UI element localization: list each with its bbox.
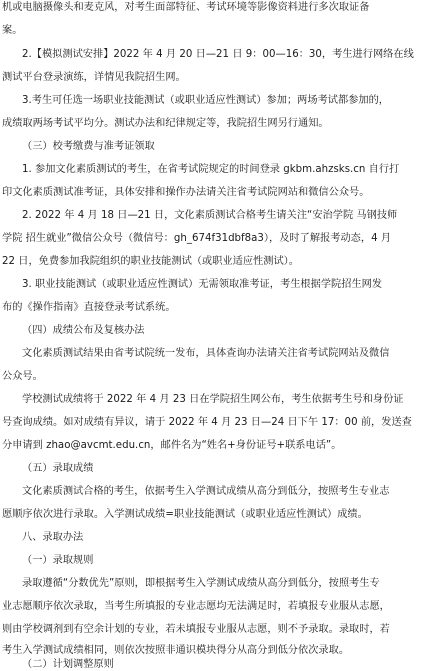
section-heading: （三）校考缴费与准考证领取 bbox=[22, 141, 155, 152]
text-line: 3. 职业技能测试（或职业适应性测试）无需领取准考证，考生根据学院招生网发 bbox=[22, 279, 383, 290]
section-heading: （一）录取规则 bbox=[22, 555, 94, 566]
text-line: 公众号。 bbox=[2, 371, 43, 382]
text-line: 号查询成绩。如对成绩有异议，请于 2022 年 4 月 23 日—24 日下午 17：00 前，发送查 bbox=[2, 417, 412, 428]
text-line: 1. 参加文化素质测试的考生，在省考试院规定的时间登录 gkbm.ahzsks.cn 自行打 bbox=[22, 164, 400, 175]
text-line: 录取遵循“分数优先”原则，即根据考生入学测试成绩从高分到低分，按照考生专 bbox=[22, 578, 380, 589]
text-line: 3.考生可任选一场职业技能测试（或职业适应性测试）参加；两场考试都参加的， bbox=[22, 95, 390, 106]
text-line: 学院 招生就业”微信公众号（微信号：gh_674f31dbf8a3），及时了解报考动态，4 月 bbox=[2, 233, 392, 244]
text-line: 文化素质测试合格的考生，依据考生入学测试成绩从高分到低分，按照考生专业志 bbox=[22, 486, 390, 497]
section-heading: （二）计划调整原则 bbox=[22, 659, 114, 670]
text-line: 22 日，免费参加我院组织的职业技能测试（或职业适应性测试）。 bbox=[2, 256, 299, 267]
text-line: 测试平台登录演练，详情见我院招生网。 bbox=[2, 72, 186, 83]
text-line: 文化素质测试结果由省考试院统一发布，具体查询办法请关注省考试院网站及微信 bbox=[22, 348, 390, 359]
text-line: 学校测试成绩将于 2022 年 4 月 23 日在学院招生网公布，考生依据考生号和身份证 bbox=[22, 394, 404, 405]
text-line: 则由学校调剂到有空余计划的专业，若未填报专业服从志愿，则不予录取。录取时，若 bbox=[2, 624, 390, 635]
section-heading: 八、录取办法 bbox=[22, 532, 84, 543]
text-line: 成绩取两场考试平均分。测试办法和纪律规定等，我院招生网另行通知。 bbox=[2, 118, 329, 129]
text-line: 案。 bbox=[2, 25, 23, 36]
text-line: 业志愿顺序依次录取，当考生所填报的专业志愿均无法满足时，若填报专业服从志愿， bbox=[2, 601, 390, 612]
text-line: 考生入学测试成绩相同，则依次按照非通识模块得分从高分到低分依次录取。 bbox=[2, 645, 350, 656]
section-heading: （五）录取成绩 bbox=[22, 463, 94, 474]
text-line: 布的《操作指南》直接登录考试系统。 bbox=[2, 302, 176, 313]
section-heading: （四）成绩公布及复核办法 bbox=[22, 325, 145, 336]
text-line: 印文化素质测试准考证，具体安排和操作办法请关注省考试院网站和微信公众号。 bbox=[2, 187, 370, 198]
text-line: 机或电脑摄像头和麦克风，对考生面部特征、考试环境等影像资料进行多次取证备 bbox=[2, 2, 370, 13]
text-line: 2.【模拟测试安排】2022 年 4 月 20 日—21 日 9：00—16：30，考生进行网络在线 bbox=[22, 49, 414, 60]
text-line: 愿顺序依次进行录取。入学测试成绩=职业技能测试（或职业适应性测试）成绩。 bbox=[2, 509, 368, 520]
text-line: 2. 2022 年 4 月 18 日—21 日，文化素质测试合格考生请关注“安治学院 马钢技师 bbox=[22, 210, 398, 221]
text-line: 分申请到 zhao@avcmt.edu.cn，邮件名为“姓名+身份证号+联系电话”。 bbox=[2, 440, 342, 451]
